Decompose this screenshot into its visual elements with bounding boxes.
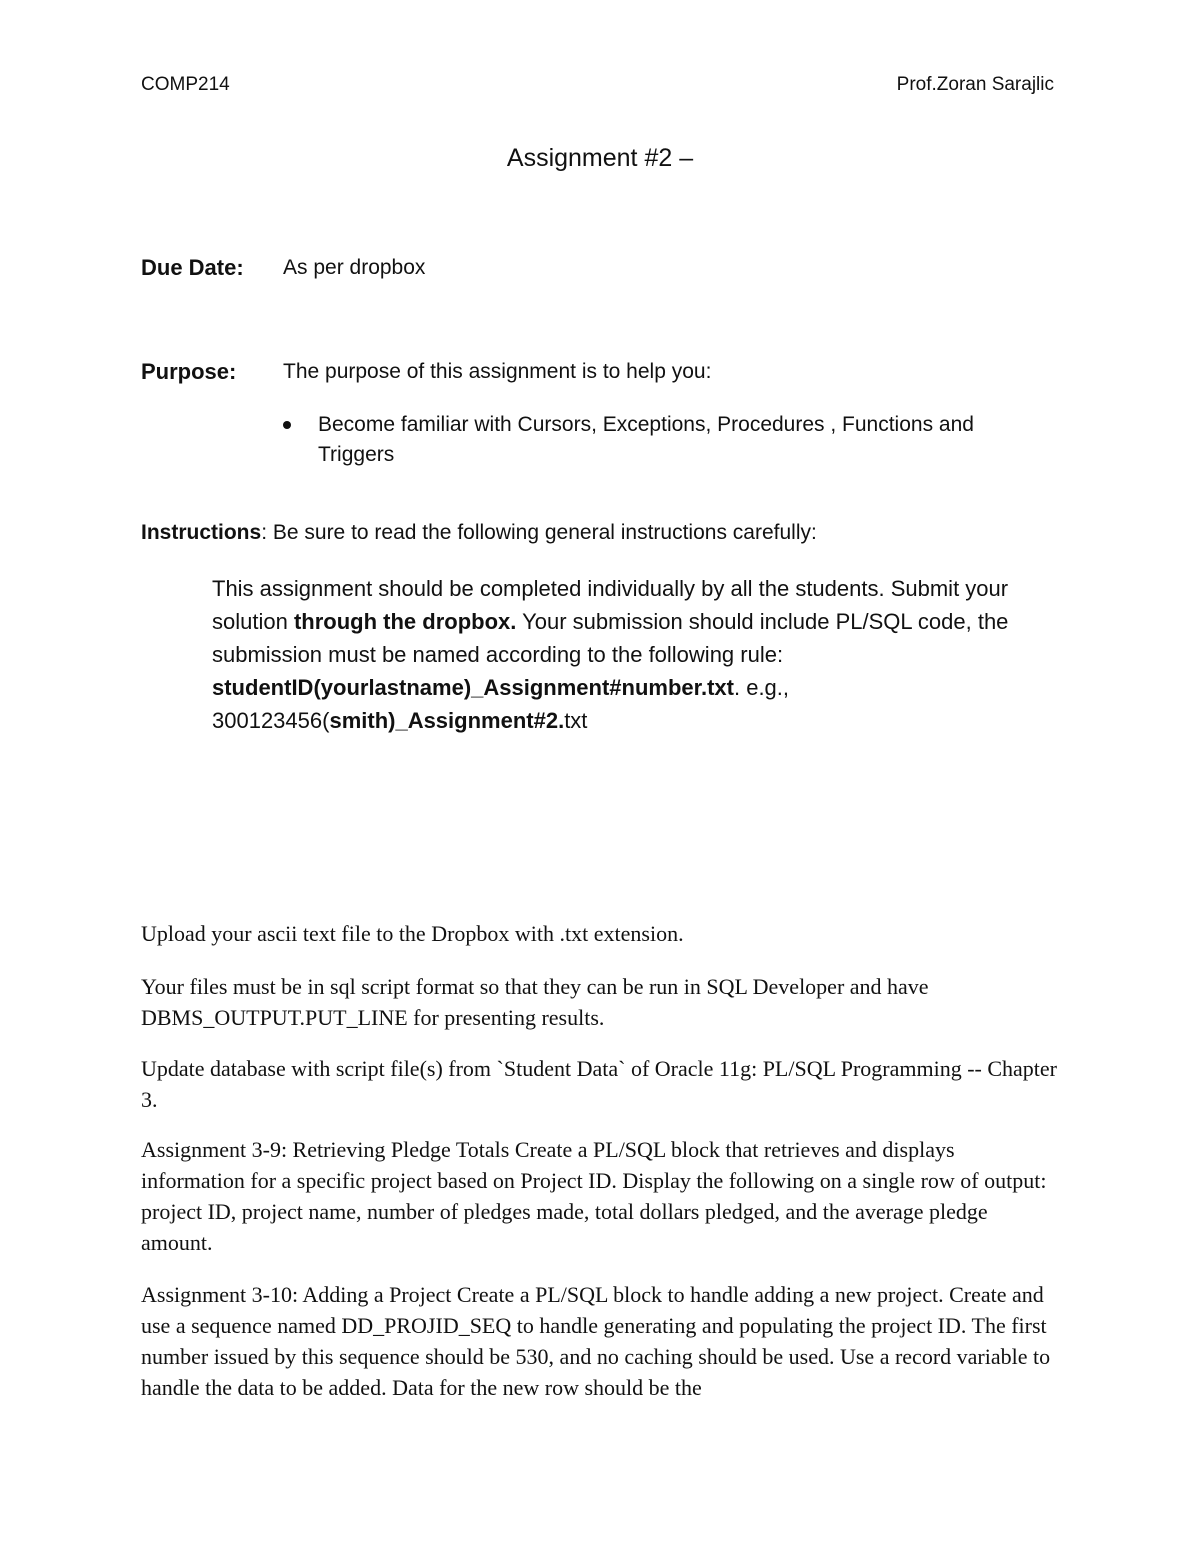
line2-text-a: solution (212, 609, 294, 634)
bullet-icon (283, 421, 291, 429)
body-paragraph-assignment-3-9: Assignment 3-9: Retrieving Pledge Totals Create a PL/SQL block that retrieves and displays information for a specific project based on Project ID. Display the following on a single row of output: project ID, project name, number of pledges made, total dollars pledged, and the average pledge amount. (141, 1137, 1047, 1255)
instructions-colon: : (261, 521, 268, 544)
filename-rule: studentID(yourlastname)_Assignment#number.txt (212, 675, 734, 700)
line4-text-b: . e.g., (733, 675, 790, 700)
page-title: Assignment #2 – (506, 144, 694, 172)
instructions-block-line-1: This assignment should be completed individually by all the students. Submit your (212, 576, 1009, 601)
body-paragraph-assignment-3-10: Assignment 3-10: Adding a Project Create a PL/SQL block to handle adding a new project. Create and use a sequence named DD_PROJID_SEQ to handle generating and populating the project ID. The first number issued by this sequence should be 530, and no caching should be used. Use a record variable to handle the data to be added. Data for the new row should be the (141, 1282, 1051, 1400)
line2-text-c: Your submission should include PL/SQL code, the (516, 609, 1009, 634)
example-name-bold: smith)_Assignment#2. (329, 708, 565, 733)
example-ext: txt (564, 708, 588, 733)
header-professor: Prof.Zoran Sarajlic (896, 74, 1054, 95)
due-date-label: Due Date: (141, 255, 244, 280)
purpose-bullet-item: Become familiar with Cursors, Exceptions, Procedures , Functions and Triggers (318, 413, 974, 466)
body-paragraph-update: Update database with script file(s) from `Student Data` of Oracle 11g: PL/SQL Programming -- Chapter 3. (141, 1056, 1058, 1112)
purpose-intro: The purpose of this assignment is to help you: (283, 360, 712, 383)
instructions-block-line-3: submission must be named according to the following rule: (212, 642, 784, 667)
purpose-label: Purpose: (141, 359, 237, 384)
instructions-line (141, 521, 817, 545)
instructions-block-line-5 (212, 704, 1072, 737)
body-paragraph-format: Your files must be in sql script format so that they can be run in SQL Developer and have DBMS_OUTPUT.PUT_LINE for presenting results. (141, 974, 929, 1030)
header-course: COMP214 (141, 74, 230, 95)
instructions-label: Instructions (141, 521, 262, 544)
instructions-block-line-2 (212, 605, 1072, 638)
instructions-block-line-4 (212, 671, 1072, 704)
body-paragraph-upload: Upload your ascii text file to the Dropbox with .txt extension. (141, 921, 684, 946)
instructions-text: Be sure to read the following general instructions carefully: (267, 521, 817, 544)
example-id: 300123456( (212, 708, 330, 733)
instructions-block (212, 572, 1072, 737)
line2-text-bold: through the dropbox. (293, 609, 517, 634)
due-date-value: As per dropbox (283, 256, 426, 279)
